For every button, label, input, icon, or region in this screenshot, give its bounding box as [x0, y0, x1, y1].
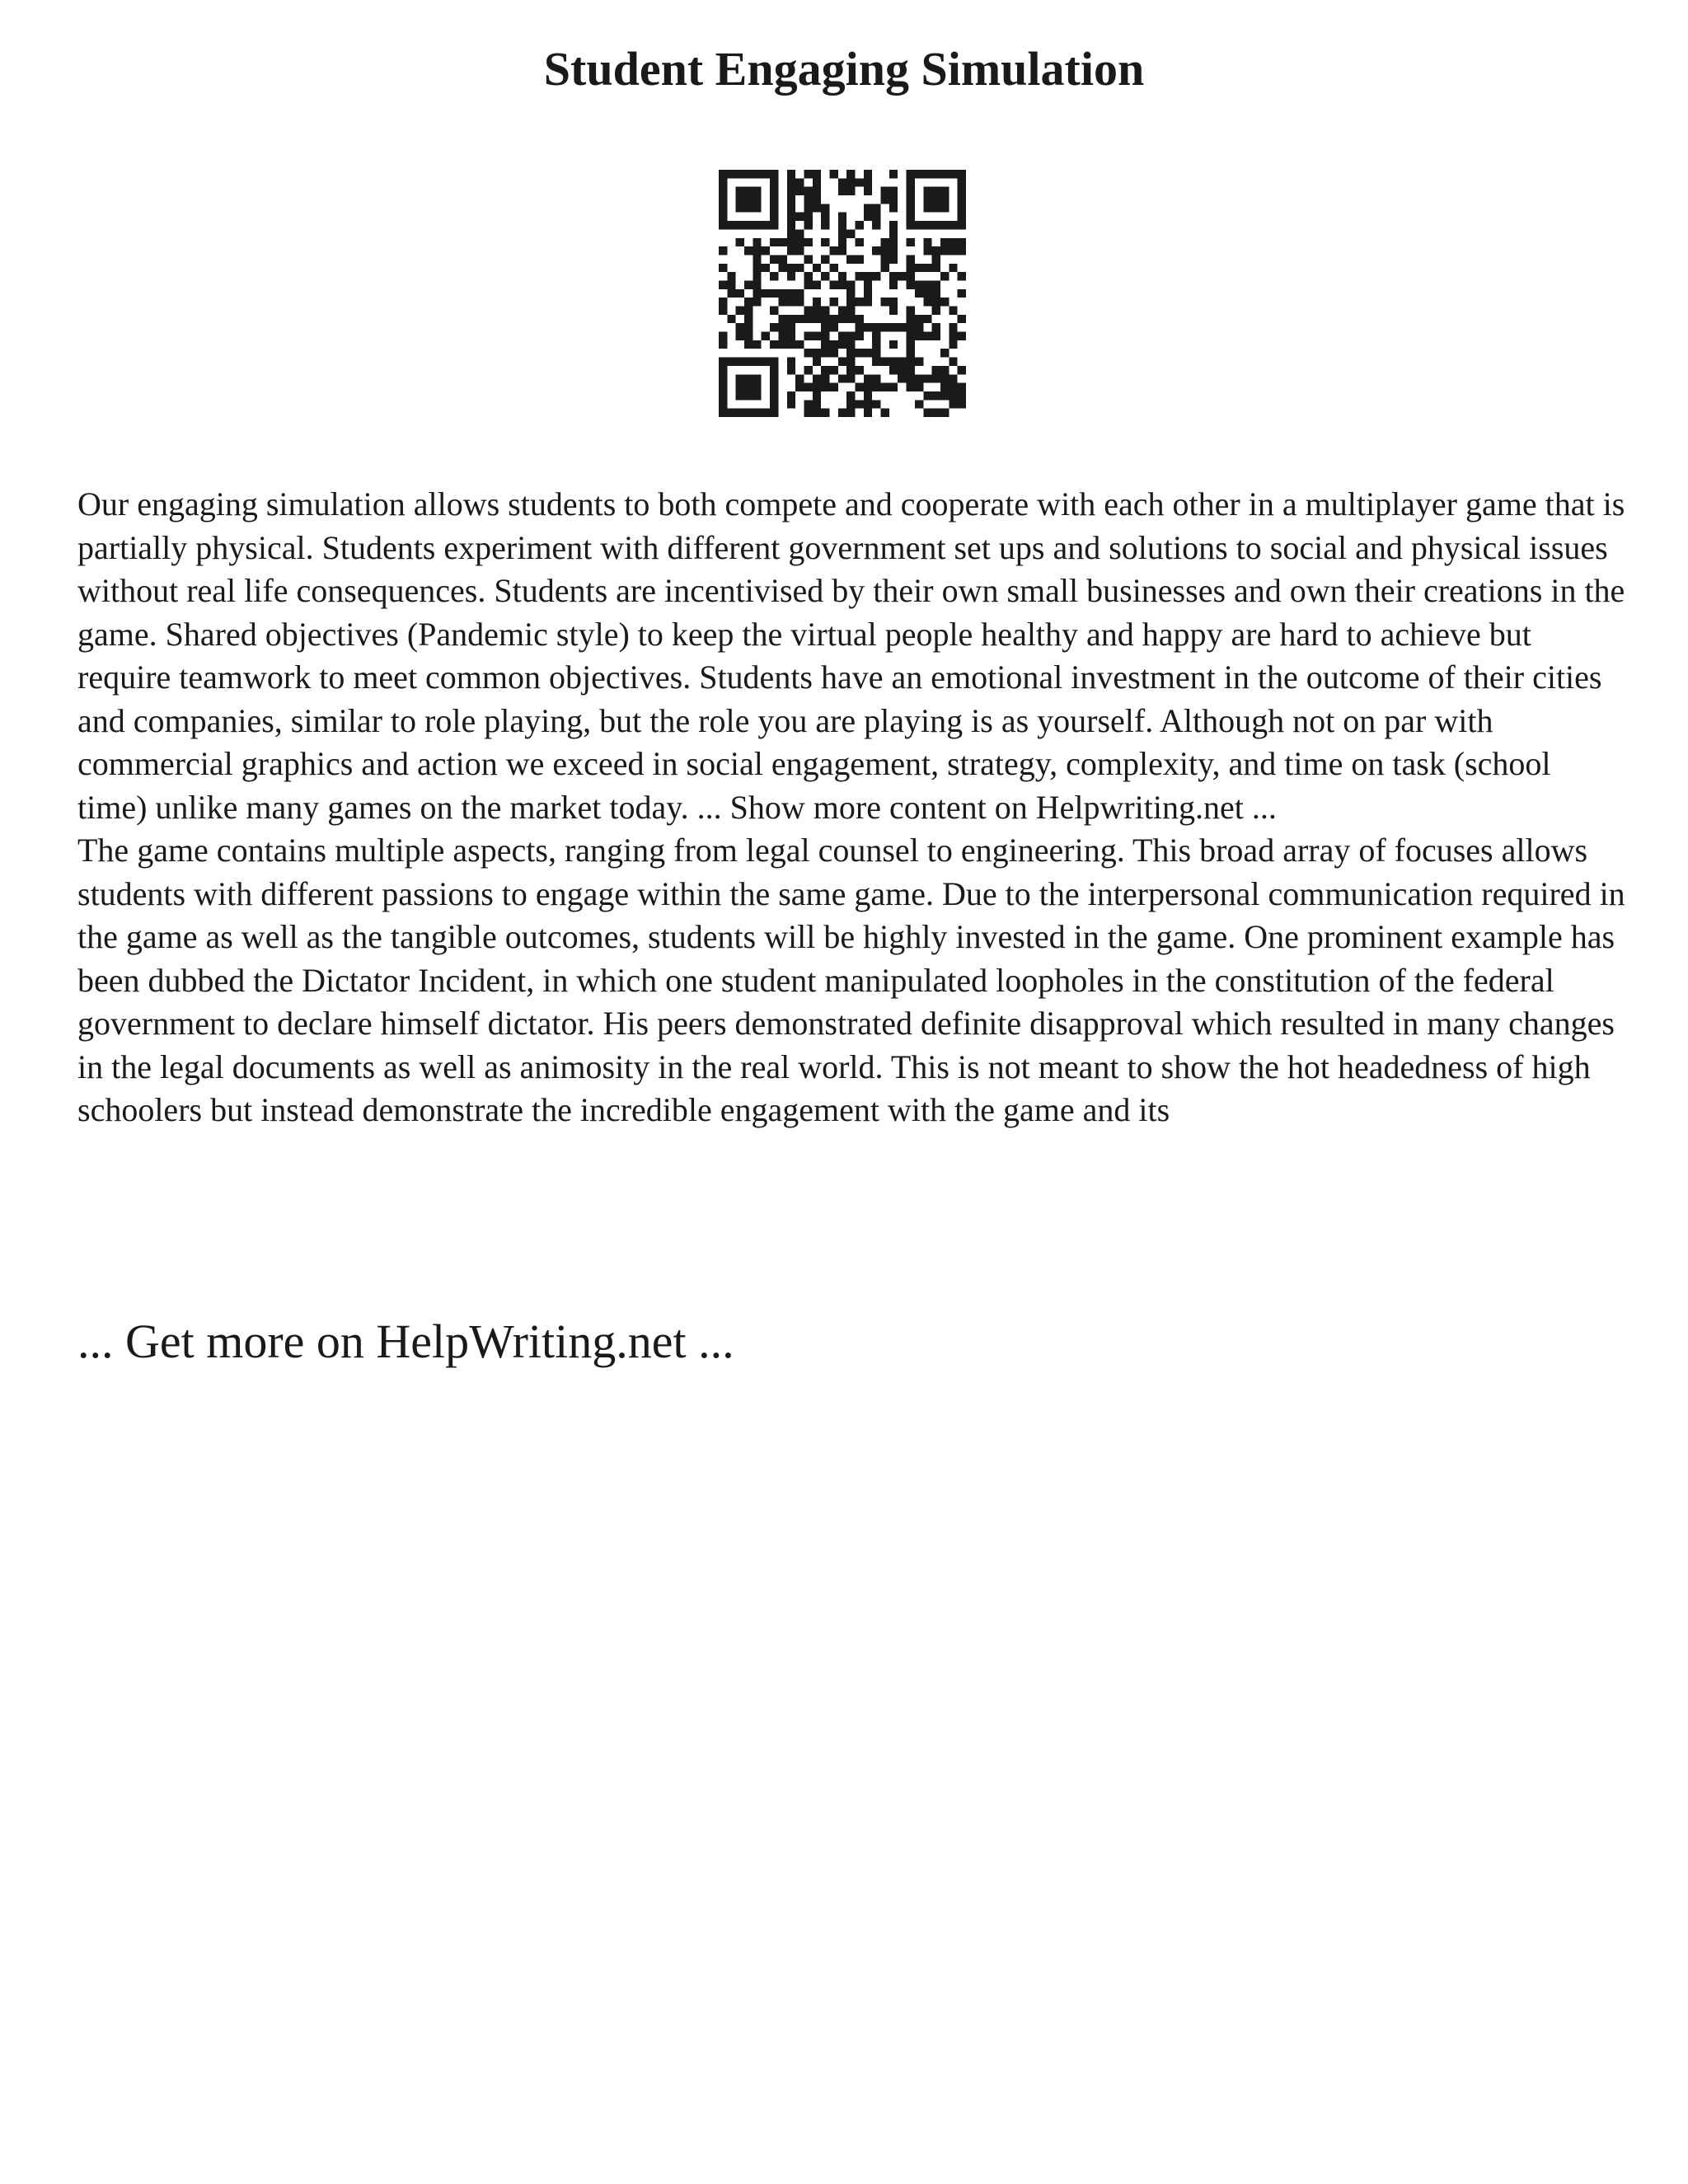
document-body	[77, 483, 1627, 1132]
paragraph-intro: Our engaging simulation allows students to both compete and cooperate with each other in a multiplayer game that is partially physical. Students experiment with different government set ups and solutions to social and physical issues without real life consequences. Students are incentivised by their own small businesses and own their creations in the game. Shared objectives (Pandemic style) to keep the virtual people healthy and happy are hard to achieve but require teamwork to meet common objectives. Students have an emotional investment in the outcome of their cities and companies, similar to role playing, but the role you are playing is as yourself. Although not on par with commercial graphics and action we exceed in social engagement, strategy, complexity, and time on task (school time) unlike many games on the market today. ... Show more content on Helpwriting.net ...	[77, 485, 1625, 826]
document-title: Student Engaging Simulation	[543, 42, 1145, 96]
get-more-link[interactable]: ... Get more on HelpWriting.net ...	[77, 1315, 734, 1368]
paragraph-game-aspects: The game contains multiple aspects, ranging from legal counsel to engineering. This broad array of focuses allows students with different passions to engage within the same game. Due to the interpersonal communication required in the game as well as the tangible outcomes, students will be highly invested in the game. One prominent example has been dubbed the Dictator Incident, in which one student manipulated loopholes in the constitution of the federal government to declare himself dictator. His peers demonstrated definite disapproval which resulted in many changes in the legal documents as well as animosity in the real world. This is not meant to show the hot headedness of high schoolers but instead demonstrate the incredible engagement with the game and its	[77, 832, 1625, 1128]
qr-code-icon[interactable]	[719, 170, 966, 417]
